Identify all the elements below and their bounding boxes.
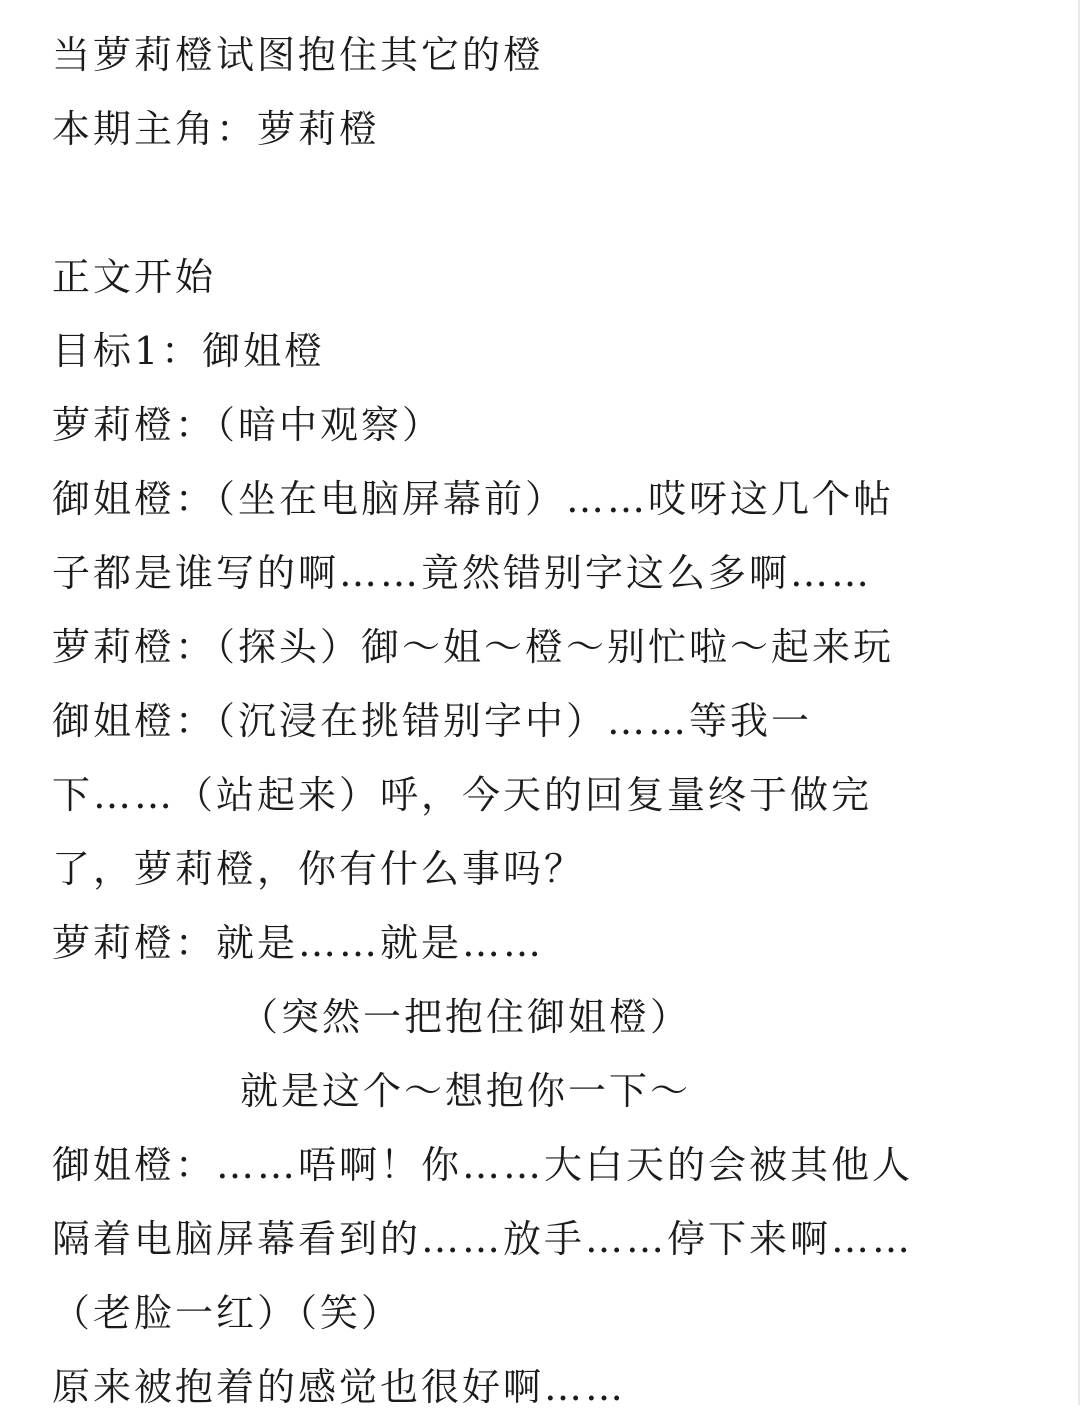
text-line: 萝莉橙：（探头）御～姐～橙～别忙啦～起来玩 <box>52 625 895 669</box>
text-line: 原来被抱着的感觉也很好啊…… <box>52 1365 627 1409</box>
section-start: 正文开始 <box>52 255 217 299</box>
text-line: 就是这个～想抱你一下～ <box>240 1069 692 1113</box>
document-body <box>52 18 1032 1424</box>
text-line: 御姐橙：（沉浸在挑错别字中）……等我一 <box>52 699 813 743</box>
text-line: 下……（站起来）呼，今天的回复量终于做完 <box>52 773 873 817</box>
text-line: 子都是谁写的啊……竟然错别字这么多啊…… <box>52 551 873 595</box>
text-line: 萝莉橙：（暗中观察） <box>52 403 444 447</box>
text-line: 隔着电脑屏幕看到的……放手……停下来啊…… <box>52 1217 914 1261</box>
document-title: 当萝莉橙试图抱住其它的橙 <box>52 33 545 77</box>
text-line: 御姐橙：（坐在电脑屏幕前）……哎呀这几个帖 <box>52 477 895 521</box>
text-line: 御姐橙：……唔啊！你……大白天的会被其他人 <box>52 1143 914 1187</box>
text-line: 了，萝莉橙，你有什么事吗？ <box>52 847 586 891</box>
text-line: 目标1：御姐橙 <box>52 329 326 373</box>
text-line: （突然一把抱住御姐橙） <box>240 995 692 1039</box>
text-line: （老脸一红）（笑） <box>52 1291 403 1335</box>
text-line: 萝莉橙：就是……就是…… <box>52 921 545 965</box>
document-subtitle: 本期主角：萝莉橙 <box>52 107 381 151</box>
blank-line <box>52 166 1032 240</box>
